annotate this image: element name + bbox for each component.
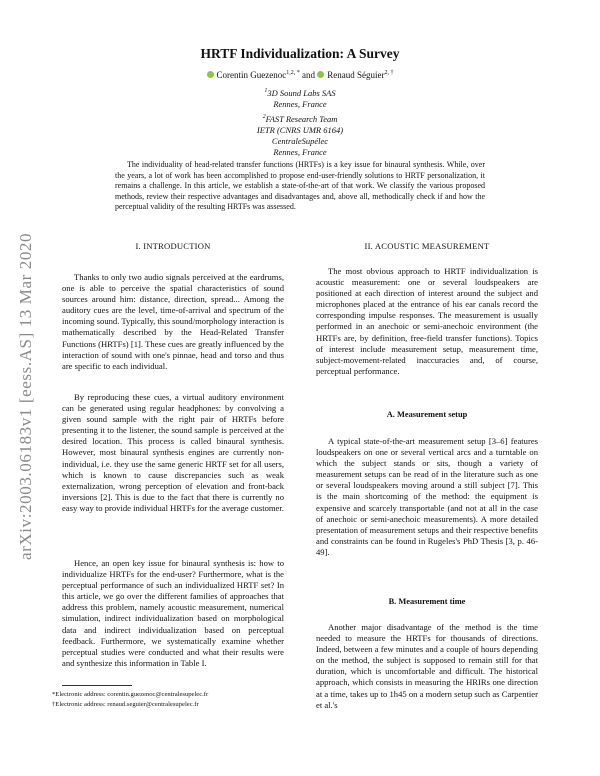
measurement-time-paragraph: Another major disadvantage of the method is the time needed to measure the HRTFs for thousands of directions. Indeed, between a few minutes and a couple of hours depending on the method, the subject is supposed to remain still for that duration, which is uncomfortable and difficult. The historical approach, which consists in measuring the HRIRs one direction at a time, takes up to 1h45 on a modern setup such as Carpentier et al.'s — [316, 622, 538, 710]
author-1-affil: 1,2, * — [286, 70, 300, 76]
affiliation-2-sup: 2 — [262, 114, 266, 120]
affiliation-2-team: FAST Research Team — [265, 113, 338, 124]
affiliation-1-sup: 1 — [264, 88, 268, 94]
affiliation-2-city: Rennes, France — [273, 146, 327, 157]
affiliation-1-city: Rennes, France — [273, 98, 327, 109]
orcid-icon[interactable] — [207, 71, 214, 78]
affiliation-1 — [0, 86, 600, 110]
subsection-heading-measurement-time: B. Measurement time — [388, 597, 466, 606]
section-heading-acoustic-measurement: II. ACOUSTIC MEASUREMENT — [364, 241, 490, 251]
arxiv-identifier: arXiv:2003.06183v1 [eess.AS] 13 Mar 2020 — [16, 232, 35, 560]
author-2: Renaud Séguier — [327, 70, 385, 80]
footnote-2: †Electronic address: renaud.seguier@centralesupelec.fr — [52, 701, 199, 708]
measurement-setup-paragraph: A typical state-of-the-art measurement setup [3–6] features loudspeakers on one or several vertical arcs and a turntable on which the subject stands or sits, though a variety of measurement setups can be read of in the literature such as one or several loudspeakers moving around a still subject [7]. This is the main shortcoming of the method: the equipment is expensive and scarcely transportable (and not at all in the case of anechoic or semi-anechoic measurements). A more detailed presentation of measurement setups and their respective benefits and constraints can be found in Rugeles's PhD Thesis [3, p. 46-49]. — [316, 436, 538, 557]
affiliation-2 — [0, 112, 600, 158]
author-1: Corentin Guezenoc — [216, 70, 287, 80]
section-heading-introduction: I. INTRODUCTION — [135, 241, 211, 251]
abstract: The individuality of head-related transfer functions (HRTFs) is a key issue for binaural synthesis. While, over the years, a lot of work has been accomplished to propose end-user-friendly solutions to HRTF personalization, it remains a challenge. In this article, we establish a state-of-the-art of that work. We classify the various proposed methods, review their respective advantages and disadvantages and, above all, methodically check if and how the perceptual validity of the resulting HRTFs was assessed. — [115, 160, 485, 212]
footnote-rule — [62, 685, 132, 686]
paper-title: HRTF Individualization: A Survey — [200, 46, 400, 61]
intro-paragraph-3: Hence, an open key issue for binaural synthesis is: how to individualize HRTFs for the end-user? Furthermore, what is the perceptual performance of such an individualized HRTF set? In this article, we go over the different families of approaches that address this problem, namely acoustic measurement, numerical simulation, indirect individualization based on morphological data and indirect individualization based on perceptual feedback. Furthermore, we systematically examine whether perceptual studies were conducted and what their results were and synthesize this information in Table I. — [62, 558, 284, 668]
author-2-affil: 2, † — [384, 70, 394, 76]
intro-paragraph-1: Thanks to only two audio signals perceived at the eardrums, one is able to perceive the spatial characteristics of sound sources around him: distance, direction, spread... Among the auditory cues are the level, time-of-arrival and spectrum of the incoming sound. Typically, this sound/morphology interaction is mathematically described by the Head-Related Transfer Functions (HRTFs) [1]. These cues are greatly influenced by the interaction of sound with one's pinnae, head and torso and thus are specific to each individual. — [62, 272, 284, 371]
affiliation-2-school: CentraleSupélec — [271, 135, 329, 146]
footnote-1: *Electronic address: corentin.guezenoc@centralesupelec.fr — [52, 691, 209, 698]
author-line — [0, 70, 600, 80]
orcid-icon[interactable] — [317, 71, 324, 78]
affiliation-2-lab: IETR (CNRS UMR 6164) — [256, 124, 344, 135]
author-conjunction: and — [302, 70, 315, 80]
acoustic-paragraph-1: The most obvious approach to HRTF individualization is acoustic measurement: one or several loudspeakers are positioned at each direction of interest around the subject and microphones placed at the entrance of his ear canals record the corresponding impulse responses. The measurement is usually performed in an anechoic or semi-anechoic environment (the HRTFs are, by definition, free-field transfer functions). Topics of interest include measurement setup, measurement time, subject-movement-related inaccuracies and, of course, perceptual performance. — [316, 266, 538, 376]
subsection-heading-measurement-setup: A. Measurement setup — [386, 410, 468, 419]
affiliation-1-name: 3D Sound Labs SAS — [267, 87, 336, 98]
intro-paragraph-2: By reproducing these cues, a virtual auditory environment can be generated using regular headphones: by convolving a given sound sample with the right pair of HRTFs before presenting it to the listener, the sound sample is perceived at the desired location. This process is called binaural synthesis. However, most binaural synthesis engines are currently non-individual, i.e. they use the same generic HRTF set for all users, which is known to cause discrepancies such as weak externalization, wrong perception of elevation and front-back inversions [2]. This is due to the fact that there is currently no easy way to provide individual HRTFs for the average customer. — [62, 392, 284, 513]
